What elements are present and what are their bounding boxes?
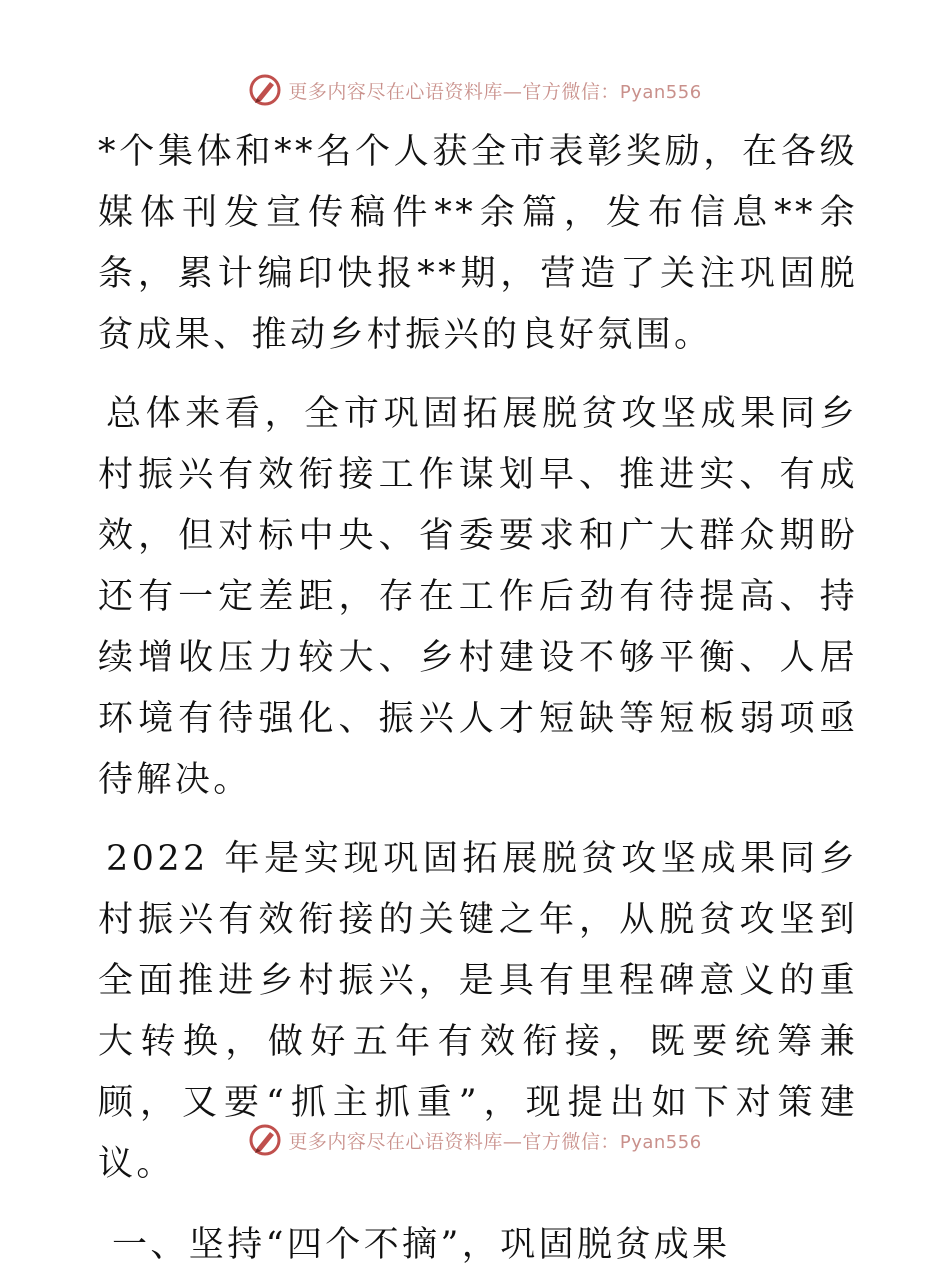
watermark-text: 更多内容尽在心语资料库—官方微信：Pyan556 <box>288 80 702 103</box>
pen-logo-icon <box>248 1123 282 1157</box>
header-watermark <box>0 70 950 110</box>
paragraph-2: 总体来看，全市巩固拓展脱贫攻坚成果同乡村振兴有效衔接工作谋划早、推进实、有成效，但对标中央、省委要求和广大群众期盼还有一定差距，存在工作后劲有待提高、持续增收压力较大、乡村建设不够平衡、人居环境有待强化、振兴人才短缺等短板弱项亟待解决。 <box>98 394 858 800</box>
document-body <box>98 122 858 1276</box>
paragraph-1: *个集体和**名个人获全市表彰奖励，在各级媒体刊发宣传稿件**余篇，发布信息**余条，累计编印快报**期，营造了关注巩固脱贫成果、推动乡村振兴的良好氛围。 <box>98 132 858 355</box>
watermark-wechat-id: Pyan556 <box>619 1131 702 1153</box>
section-heading: 一、坚持“四个不摘”，巩固脱贫成果 <box>112 1225 731 1265</box>
watermark-text: 更多内容尽在心语资料库—官方微信：Pyan556 <box>288 1130 702 1153</box>
footer-watermark <box>0 1120 950 1160</box>
pen-logo-icon <box>248 73 282 107</box>
watermark-wechat-id: Pyan556 <box>619 81 702 103</box>
paragraph-3: 2022 年是实现巩固拓展脱贫攻坚成果同乡村振兴有效衔接的关键之年，从脱贫攻坚到全面推进乡村振兴，是具有里程碑意义的重大转换，做好五年有效衔接，既要统筹兼顾，又要“抓主抓重”，现提出如下对策建议。 <box>98 839 858 1184</box>
